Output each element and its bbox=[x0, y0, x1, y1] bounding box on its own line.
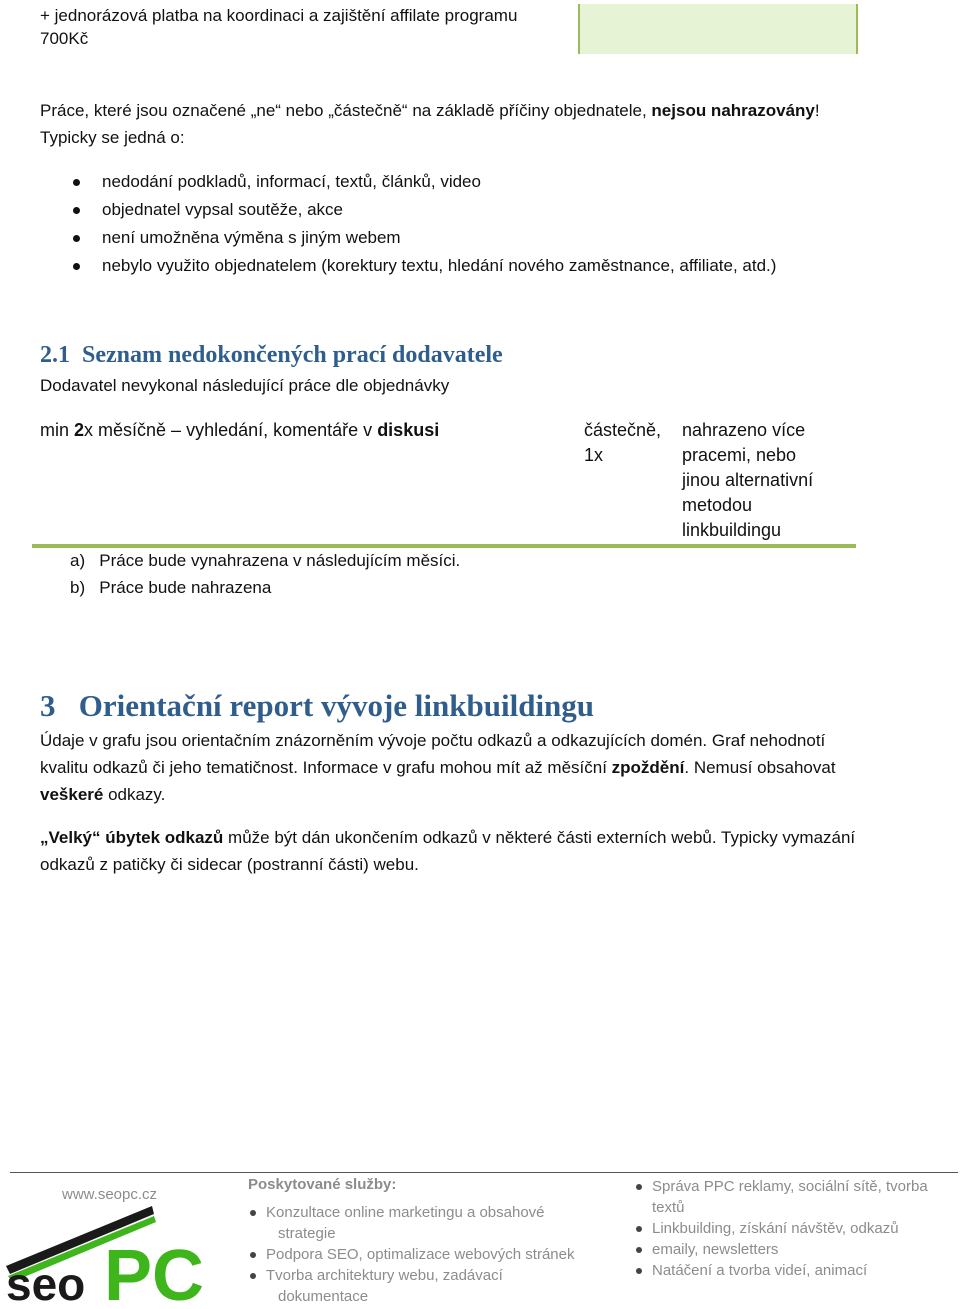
bullet-icon bbox=[250, 1273, 256, 1279]
intro-bold: nejsou nahrazovány bbox=[651, 101, 815, 120]
reasons-list bbox=[40, 168, 920, 280]
bullet-icon bbox=[250, 1252, 256, 1258]
services-list-1 bbox=[248, 1202, 598, 1307]
section-3-paragraph-1: Údaje v grafu jsou orientačním znázorněním vývoje počtu odkazů a odkazujících domén. Graf nehodnotí kvalitu odkazů či jeho tematičnost. Informace v grafu mohou mít až měsíční zpoždění. Nemusí obsahovat veškeré odkazy. bbox=[40, 731, 836, 804]
footer-url[interactable]: www.seopc.cz bbox=[62, 1186, 158, 1203]
top-table-green-cell bbox=[578, 4, 858, 54]
section-3-paragraph-2: „Velký“ úbytek odkazů může být dán ukončením odkazů v některé části externích webů. Typicky vymazání odkazů z patičky či sidecar (postranní části) webu. bbox=[40, 828, 856, 874]
intro-paragraph bbox=[40, 97, 920, 151]
footer-divider bbox=[10, 1172, 958, 1173]
list-item: nebylo využito objednatelem (korektury textu, hledání nového zaměstnance, affiliate, atd.) bbox=[40, 252, 920, 280]
list-item: nedodání podkladů, informací, textů, článků, video bbox=[40, 168, 920, 196]
list-item: Konzultace online marketingu a obsahové strategie bbox=[248, 1202, 598, 1244]
seopc-logo bbox=[4, 1204, 224, 1304]
logo-pc-text: PC bbox=[104, 1236, 205, 1304]
bullet-icon bbox=[73, 207, 80, 214]
list-item: Tvorba architektury webu, zadávací dokumentace bbox=[248, 1265, 598, 1307]
section-3-number: 3 bbox=[40, 688, 56, 723]
bullet-icon bbox=[73, 179, 80, 186]
list-item: není umožněna výměna s jiným webem bbox=[40, 224, 920, 252]
table-cell-status: částečně, 1x bbox=[584, 420, 662, 465]
bullet-icon bbox=[73, 235, 80, 242]
top-table-line-2: 700Kč bbox=[40, 29, 89, 48]
bullet-icon bbox=[636, 1247, 642, 1253]
list-item: emaily, newsletters bbox=[634, 1239, 954, 1260]
logo-seo-text: seo bbox=[6, 1258, 86, 1304]
bullet-icon bbox=[636, 1184, 642, 1190]
list-item: b) Práce bude nahrazena bbox=[70, 578, 272, 597]
bullet-icon bbox=[636, 1226, 642, 1232]
table-cell-task: min 2x měsíčně – vyhledání, komentáře v diskusi bbox=[40, 420, 440, 440]
section-21-number: 2.1 bbox=[40, 342, 70, 368]
list-item: Správa PPC reklamy, sociální sítě, tvorba textů bbox=[634, 1176, 954, 1218]
bullet-icon bbox=[636, 1268, 642, 1274]
list-item: Podpora SEO, optimalizace webových stránek bbox=[248, 1244, 598, 1265]
services-list-2 bbox=[634, 1176, 954, 1281]
section-3-heading bbox=[40, 686, 594, 726]
bullet-icon bbox=[73, 263, 80, 270]
list-item: Linkbuilding, získání návštěv, odkazů bbox=[634, 1218, 954, 1239]
section-21-heading bbox=[40, 339, 503, 371]
list-item: Natáčení a tvorba videí, animací bbox=[634, 1260, 954, 1281]
top-table bbox=[30, 2, 856, 54]
compensation-list bbox=[70, 547, 770, 601]
intro-line-2: Typicky se jedná o: bbox=[40, 128, 185, 147]
list-item: objednatel vypsal soutěže, akce bbox=[40, 196, 920, 224]
section-21-subtitle: Dodavatel nevykonal následující práce dle objednávky bbox=[40, 376, 450, 395]
bullet-icon bbox=[250, 1210, 256, 1216]
list-item: a) Práce bude vynahrazena v následujícím měsíci. bbox=[70, 551, 461, 570]
services-title: Poskytované služby: bbox=[248, 1176, 397, 1193]
top-table-text bbox=[40, 4, 580, 50]
intro-exclaim: ! bbox=[814, 101, 820, 120]
table-cell-note: nahrazeno více pracemi, nebo jinou alternativní metodou linkbuildingu bbox=[682, 420, 814, 540]
section-3-title: Orientační report vývoje linkbuildingu bbox=[78, 688, 595, 723]
section-21-title: Seznam nedokončených prací dodavatele bbox=[82, 342, 503, 368]
seopc-logo-icon bbox=[4, 1204, 224, 1304]
intro-text: Práce, které jsou označené „ne“ nebo „částečně“ na základě příčiny objednatele, bbox=[40, 101, 652, 120]
unfinished-works-table bbox=[40, 418, 856, 548]
top-table-line-1: + jednorázová platba na koordinaci a zajištění affilate programu bbox=[40, 6, 518, 25]
